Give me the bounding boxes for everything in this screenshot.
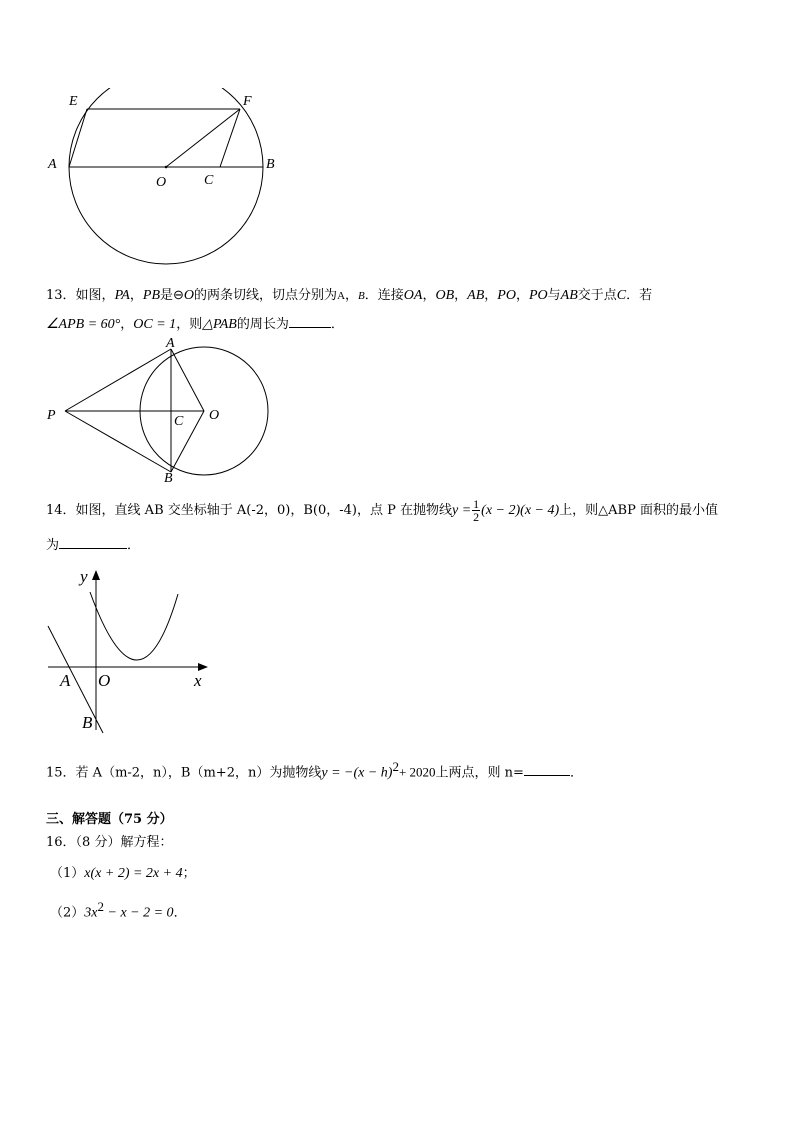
math-constant: + 2020	[398, 764, 436, 780]
label-e: E	[69, 94, 78, 109]
text: ，则	[176, 317, 203, 332]
question-14-line1	[46, 498, 718, 523]
circle-symbol: ⊖	[173, 287, 184, 302]
text: ．连接	[364, 288, 404, 303]
text: 若 A（m-2，n），B（m+2，n）为抛物线	[75, 765, 322, 781]
question-number: 15．	[46, 765, 76, 781]
math-parabola-lhs: y =	[452, 503, 472, 518]
question-number: 16．	[46, 835, 76, 850]
part-label: （2）	[50, 905, 85, 921]
label-p: P	[47, 408, 56, 423]
text: 为	[46, 538, 60, 553]
label-o: O	[209, 408, 220, 423]
text: ，	[515, 288, 529, 303]
text: 的周长为	[236, 317, 289, 332]
text: 上，则△ABP 面积的最小值	[559, 503, 718, 518]
question-15	[46, 758, 583, 782]
label-a: A	[48, 157, 57, 172]
section-title: 三、解答题（75 分）	[46, 812, 173, 827]
math-parabola: y = −(x − h)	[321, 765, 393, 781]
label-y: y	[80, 567, 88, 586]
segment-oa	[171, 349, 204, 411]
math-o: O	[183, 288, 195, 303]
text: 上两点，则 n=	[435, 765, 524, 781]
text: ，	[129, 288, 143, 303]
part-label: （1）	[50, 866, 85, 881]
text: ．	[330, 317, 344, 332]
math-equation-1: x(x + 2) = 2x + 4	[84, 866, 183, 881]
text: 如图，	[75, 288, 115, 303]
text: ．	[569, 765, 583, 781]
math-ab: AB	[560, 288, 578, 303]
label-x: x	[194, 671, 202, 690]
tangent-pb	[65, 411, 171, 472]
math-oa: OA	[403, 288, 423, 303]
math-c: C	[616, 288, 627, 303]
label-a: A	[166, 336, 175, 351]
text: ；	[182, 866, 196, 881]
point-o	[165, 166, 168, 169]
math-parabola-rhs: (x − 2)(x − 4)	[481, 503, 560, 518]
question-16	[46, 834, 172, 852]
math-po: PO	[528, 288, 548, 303]
text: ，	[120, 317, 134, 332]
fraction-one-half	[472, 498, 480, 523]
answer-blank[interactable]	[289, 315, 331, 328]
question-14-line2	[46, 536, 140, 555]
text: 交于点	[577, 288, 617, 303]
figure-tangent-lines	[40, 336, 280, 486]
math-equation-2-rest: − x − 2 = 0	[104, 905, 174, 921]
text: （8 分）解方程：	[75, 835, 173, 850]
figure-circle-efab	[40, 88, 290, 268]
math-equation-2: 3x	[84, 905, 98, 921]
label-b: B	[82, 713, 93, 732]
fraction-denominator: 2	[473, 510, 480, 524]
text: ，	[422, 288, 436, 303]
math-b: B	[358, 290, 365, 302]
math-pb: PB	[142, 288, 160, 303]
y-axis-arrow	[92, 570, 100, 580]
math-angle-apb: ∠APB = 60°	[46, 317, 121, 332]
fraction-numerator: 1	[473, 497, 480, 511]
question-16-part1	[50, 865, 196, 883]
label-b: B	[266, 157, 275, 172]
math-pa: PA	[114, 288, 130, 303]
segment-ae	[69, 109, 87, 167]
segment-of	[166, 109, 240, 167]
text: ．若	[626, 288, 653, 303]
text: ．	[127, 538, 141, 553]
label-o: O	[98, 671, 111, 690]
text: 是	[160, 288, 174, 303]
text: ，	[454, 288, 468, 303]
exponent: 2	[392, 759, 399, 774]
x-axis-arrow	[198, 663, 208, 671]
answer-blank[interactable]	[524, 763, 570, 776]
math-po: PO	[497, 288, 516, 303]
text: 的两条切线，切点分别为	[194, 288, 338, 303]
math-a: A	[337, 290, 346, 302]
question-16-part2	[50, 898, 187, 922]
tangent-pa	[65, 349, 171, 411]
text: 与	[547, 288, 561, 303]
question-number: 13．	[46, 288, 76, 303]
text: ，	[345, 288, 359, 303]
text: 如图，直线 AB 交坐标轴于 A(-2，0)，B(0，-4)，点 P 在抛物线	[75, 503, 452, 518]
math-ab: AB	[467, 288, 485, 303]
question-number: 14．	[46, 503, 76, 518]
question-13-line2	[46, 315, 344, 334]
label-c: C	[204, 173, 214, 188]
text: ．	[173, 905, 187, 921]
label-f: F	[243, 94, 252, 109]
math-oc: OC = 1	[133, 317, 177, 332]
exponent: 2	[97, 899, 104, 914]
question-13-line1	[46, 286, 652, 305]
label-b: B	[164, 471, 173, 486]
parabola-curve	[90, 592, 178, 660]
answer-blank[interactable]	[59, 536, 127, 549]
label-o: O	[156, 175, 167, 190]
math-ob: OB	[435, 288, 455, 303]
figure-parabola-axes	[40, 560, 220, 735]
math-triangle-pab: △PAB	[202, 317, 237, 332]
label-c: C	[174, 414, 184, 429]
text: ，	[484, 288, 498, 303]
label-a: A	[60, 671, 71, 690]
segment-cf	[220, 109, 240, 167]
line-ab	[48, 626, 103, 733]
